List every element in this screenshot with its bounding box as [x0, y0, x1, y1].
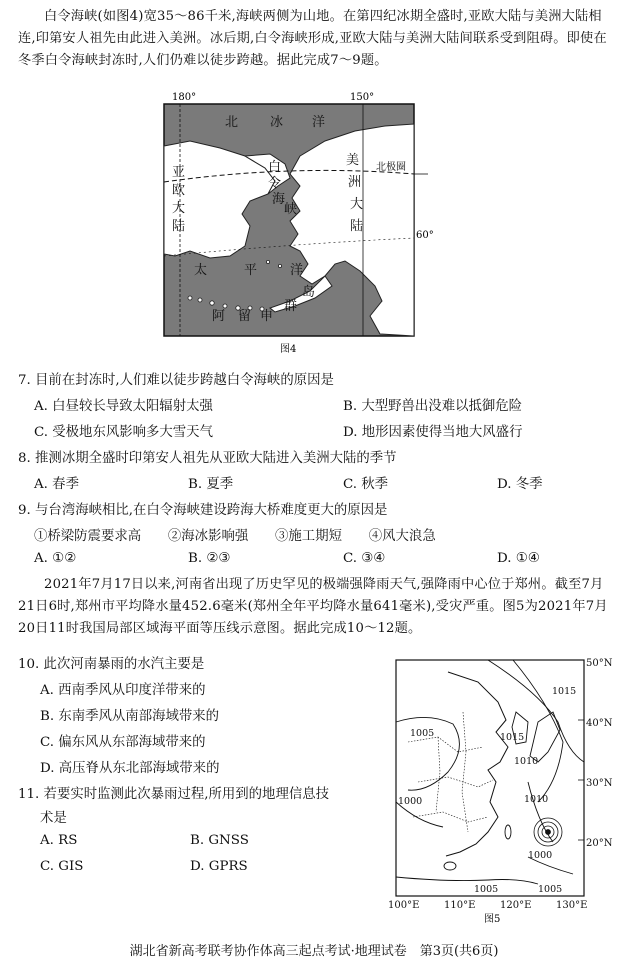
label-arctic-ocean-1: 北 — [225, 115, 239, 130]
map5-caption: 图5 — [484, 914, 501, 925]
lon-130e: 130°E — [556, 900, 588, 911]
lon-120e: 120°E — [500, 900, 532, 911]
isobar-label-4: 1010 — [514, 756, 539, 767]
q11-option-a: A. RS — [40, 833, 78, 848]
intro-paragraph-henan: 2021年7月17日以来,河南省出现了历史罕见的极端强降雨天气,强降雨中心位于郑州。截至7月21日6时,郑州市平均降水量452.6毫米(郑州全年平均降水量641毫米),受灾严重。图5为2021年7月20日11时我国局部区域海平面等压线示意图。据此完成10～12题。 — [18, 577, 608, 636]
q9-option-c: C. ③④ — [343, 551, 386, 566]
label-arctic-ocean-2: 冰 — [270, 115, 284, 130]
q11-option-b: B. GNSS — [190, 833, 249, 848]
figure-4-bering-map — [150, 86, 434, 356]
q7-option-c: C. 受极地东风影响多大雪天气 — [34, 425, 213, 440]
lat-30n: 30°N — [586, 778, 613, 789]
q10-option-d: D. 高压脊从东北部海域带来的 — [40, 761, 220, 776]
isobar-label-3: 1015 — [500, 732, 525, 743]
figure-5-isobar-map — [388, 652, 624, 924]
map4-lat-60: 60° — [416, 230, 434, 241]
q11-option-c: C. GIS — [40, 859, 84, 874]
lon-110e: 110°E — [444, 900, 476, 911]
q9-stem: 9. 与台湾海峡相比,在白令海峡建设跨海大桥难度更大的原因是 — [18, 503, 388, 518]
q10-option-b: B. 东南季风从南部海域带来的 — [40, 709, 220, 724]
q7-stem: 7. 目前在封冻时,人们难以徒步跨越白令海峡的原因是 — [18, 373, 334, 388]
q10-option-a: A. 西南季风从印度洋带来的 — [40, 683, 206, 698]
label-strait-3: 海 — [272, 192, 286, 207]
lon-100e: 100°E — [388, 900, 420, 911]
label-pacific-3: 洋 — [290, 263, 304, 278]
label-strait-2: 令 — [268, 176, 282, 191]
map4-arctic-circle-label: 北极圈 — [376, 162, 406, 173]
label-strait-4: 峡 — [284, 202, 298, 217]
q11-option-d: D. GPRS — [190, 859, 248, 874]
map4-lon-180: 180° — [172, 92, 197, 103]
label-aleutian-4: 群 — [284, 299, 298, 314]
label-asia-2: 欧 — [172, 183, 186, 198]
isobar-label-8: 1005 — [474, 884, 499, 895]
isobar-label-7: 1000 — [528, 850, 553, 861]
q9-option-a: A. ①② — [34, 551, 77, 566]
lat-40n: 40°N — [586, 718, 613, 729]
q11-stem-line1: 11. 若要实时监测此次暴雨过程,所用到的地理信息技 — [18, 787, 330, 802]
q8-option-b: B. 夏季 — [188, 477, 234, 492]
q7-option-a: A. 白昼较长导致太阳辐射太强 — [34, 399, 213, 414]
lat-50n: 50°N — [586, 658, 613, 669]
label-america-2: 洲 — [348, 175, 362, 190]
label-aleutian-2: 留 — [238, 309, 252, 324]
q8-option-d: D. 冬季 — [497, 477, 543, 492]
q7-option-d: D. 地形因素使得当地大风盛行 — [343, 425, 523, 440]
q8-stem: 8. 推测冰期全盛时印第安人祖先从亚欧大陆进入美洲大陆的季节 — [18, 451, 397, 466]
label-america-3: 大 — [350, 197, 364, 212]
label-asia-1: 亚 — [172, 165, 186, 180]
q8-option-a: A. 春季 — [34, 477, 79, 492]
page-footer: 湖北省新高考联考协作体高三起点考试·地理试卷 第3页(共6页) — [129, 944, 499, 959]
isobar-label-9: 1005 — [538, 884, 563, 895]
map4-caption: 图4 — [280, 344, 297, 355]
label-pacific-1: 太 — [194, 263, 208, 278]
isobar-label-6: 1010 — [524, 794, 549, 805]
label-asia-4: 陆 — [172, 219, 186, 234]
q10-option-c: C. 偏东风从东部海域带来的 — [40, 735, 206, 750]
map4-lon-150: 150° — [350, 92, 375, 103]
label-america-1: 美 — [346, 153, 360, 168]
q10-stem: 10. 此次河南暴雨的水汽主要是 — [18, 657, 205, 672]
q9-option-d: D. ①④ — [497, 551, 540, 566]
q7-option-b: B. 大型野兽出没难以抵御危险 — [343, 399, 523, 414]
label-asia-3: 大 — [172, 201, 186, 216]
label-america-4: 陆 — [350, 219, 364, 234]
intro-paragraph-bering: 白令海峡(如图4)宽35～86千米,海峡两侧为山地。在第四纪冰期全盛时,亚欧大陆与美洲大陆相连,印第安人祖先由此进入美洲。冰后期,白令海峡形成,亚欧大陆与美洲大陆间联系受到阻碍。即使在冬季白令海峡封冻时,人们仍难以徒步跨越。据此完成7～9题。 — [18, 9, 607, 68]
label-aleutian-3: 申 — [260, 309, 274, 324]
label-aleutian-1: 阿 — [212, 309, 226, 324]
typhoon-symbol — [534, 818, 562, 846]
q9-items: ①桥梁防震要求高 ②海冰影响强 ③施工期短 ④风大浪急 — [34, 529, 436, 544]
label-strait-1: 白 — [268, 160, 282, 175]
lat-20n: 20°N — [586, 838, 613, 849]
isobar-label-5: 1000 — [398, 796, 423, 807]
label-pacific-2: 平 — [244, 263, 258, 278]
label-arctic-ocean-3: 洋 — [312, 115, 326, 130]
q11-stem-line2: 术是 — [40, 811, 67, 826]
isobar-label-2: 1005 — [410, 728, 435, 739]
isobar-label-1: 1015 — [552, 686, 577, 697]
q8-option-c: C. 秋季 — [343, 477, 389, 492]
label-aleutian-5: 岛 — [302, 285, 316, 300]
q9-option-b: B. ②③ — [188, 551, 231, 566]
